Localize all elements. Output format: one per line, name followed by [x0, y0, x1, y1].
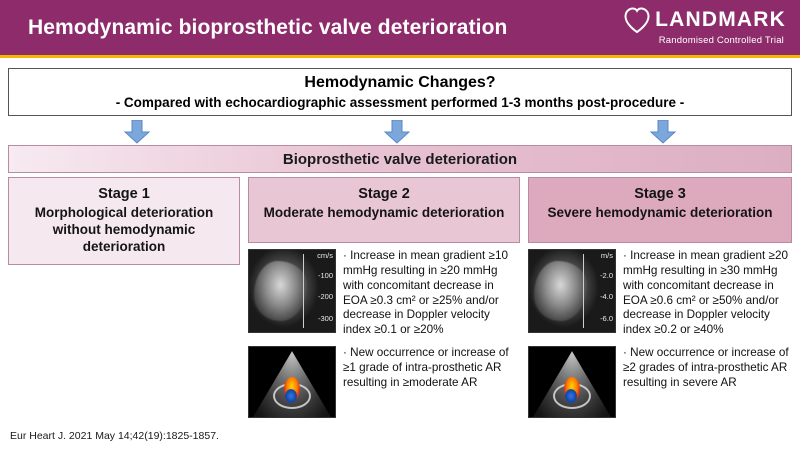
stage-1-number: Stage 1 — [98, 186, 150, 203]
brand-subtitle: Randomised Controlled Trial — [658, 35, 784, 46]
doppler-spectrum-thumbnail — [528, 249, 616, 333]
brand-name: LANDMARK — [655, 8, 786, 31]
stage-2-description: Moderate hemodynamic deterioration — [263, 204, 505, 220]
stage-3-column — [528, 177, 792, 422]
stage-1-header — [8, 177, 240, 265]
stage-2-column — [248, 177, 520, 422]
stage-3-criterion-gradient — [528, 249, 792, 338]
stage-3-criterion-gradient-text: · Increase in mean gradient ≥20 mmHg resulting in ≥30 mmHg with concomitant decrease in EOA ≥0.6 cm² or ≥50% and/or decrease in Doppler velocity index ≥0.2 or ≥40% — [623, 249, 788, 337]
doppler-tick-2: -4.0 — [600, 292, 613, 301]
doppler-tick-1: -100 — [317, 270, 333, 280]
arrow-stage-3 — [650, 120, 676, 144]
doppler-spectrum-thumbnail — [248, 249, 336, 333]
stage-2-header — [248, 177, 520, 243]
doppler-scale-unit: m/s — [600, 251, 613, 260]
stage-2-body — [248, 249, 520, 418]
doppler-tick-3: -300 — [317, 313, 333, 323]
doppler-tick-3: -6.0 — [600, 313, 613, 323]
stage-2-criterion-gradient — [248, 249, 520, 338]
citation-footnote: Eur Heart J. 2021 May 14;42(19):1825-1857. — [10, 430, 219, 442]
stage-1-description: Morphological deterioration without hemodynamic deterioration — [34, 204, 214, 255]
arrow-stage-1 — [124, 120, 150, 144]
page-header — [0, 0, 800, 58]
stage-3-criterion-ar — [528, 346, 792, 418]
doppler-tick-1: -2.0 — [600, 270, 613, 280]
stage-3-criterion-ar-text: · New occurrence or increase of ≥2 grades of intra-prosthetic AR resulting in severe AR — [623, 346, 789, 389]
stage-3-header — [528, 177, 792, 243]
doppler-scale-unit: cm/s — [317, 251, 333, 260]
heart-icon — [623, 6, 651, 34]
stages-container — [8, 177, 792, 422]
brand-logo — [623, 6, 786, 46]
stage-3-description: Severe hemodynamic deterioration — [547, 204, 773, 220]
bvd-banner — [8, 145, 792, 173]
stage-3-body — [528, 249, 792, 418]
doppler-tick-2: -200 — [317, 292, 333, 301]
stage-1-column — [8, 177, 240, 422]
question-sub-text: - Compared with echocardiographic assessment performed 1-3 months post-procedure - — [115, 95, 685, 110]
stage-2-criterion-ar — [248, 346, 520, 418]
question-main-text: Hemodynamic Changes? — [304, 74, 496, 91]
color-doppler-echo-thumbnail — [248, 346, 336, 418]
color-doppler-echo-thumbnail — [528, 346, 616, 418]
stage-3-number: Stage 3 — [634, 186, 686, 202]
bvd-banner-label: Bioprosthetic valve deterioration — [282, 150, 518, 168]
stage-2-number: Stage 2 — [358, 186, 410, 202]
stage-2-criterion-gradient-text: · Increase in mean gradient ≥10 mmHg resulting in ≥20 mmHg with concomitant decrease in EOA ≥0.3 cm² or ≥25% and/or decrease in Doppler velocity index ≥0.1 or ≥20% — [343, 249, 508, 337]
page-title: Hemodynamic bioprosthetic valve deterioration — [28, 15, 508, 39]
question-box — [8, 68, 792, 116]
arrow-stage-2 — [384, 120, 410, 144]
stage-2-criterion-ar-text: · New occurrence or increase of ≥1 grade of intra-prosthetic AR resulting in ≥moderate AR — [343, 346, 509, 389]
